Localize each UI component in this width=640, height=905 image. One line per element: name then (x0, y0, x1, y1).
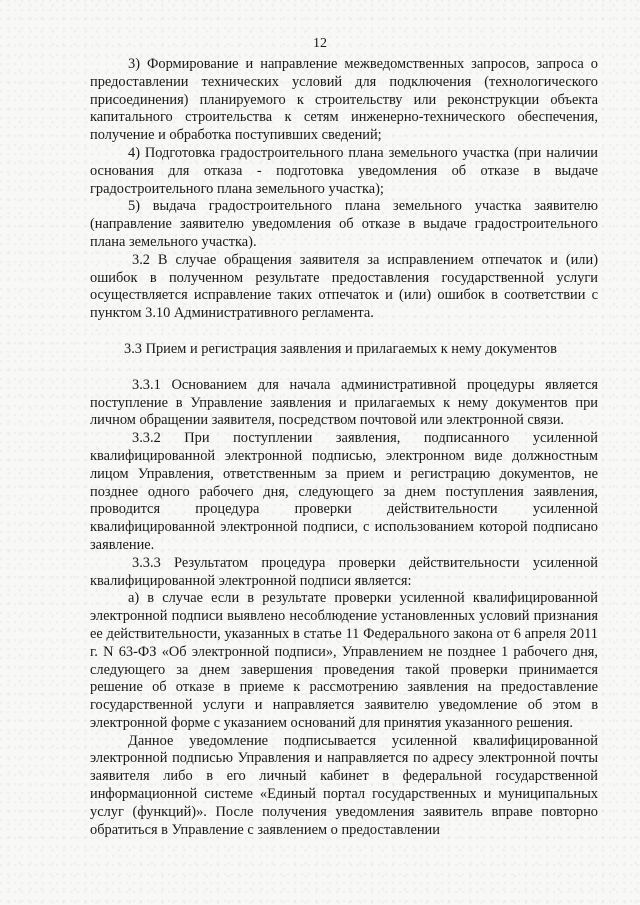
paragraph-3-3-1: 3.3.1 Основанием для начала административной процедуры является поступление в Управление заявления и прилагаемых к нему документов при личном обращении заявителя, посредством почтовой или электронной связи. (90, 376, 598, 429)
page-number: 12 (313, 36, 327, 51)
paragraph-item-5: 5) выдача градостроительного плана земельного участка заявителю (направление заявителю уведомления об отказе в выдаче градостроительного плана земельного участка). (90, 198, 598, 250)
paragraph-notification: Данное уведомление подписывается усиленной квалифицированной электронной подписью Управления и направляется по адресу электронной почты заявителя либо в его личный кабинет в федеральной государственной информационной системе «Единый портал государственных и муниципальных услуг (функций)». После получения уведомления заявитель вправе повторно обратиться в Управление с заявлением о предоставлении (90, 732, 598, 838)
paragraph-item-4: 4) Подготовка градостроительного плана земельного участка (при наличии основания для отказа - подготовка уведомления об отказе в выдаче градостроительного плана земельного участка); (90, 144, 598, 197)
paragraph-item-3: 3) Формирование и направление межведомственных запросов, запроса о предоставлении технических условий для подключения (технологического присоединения) планируемого к строительству или реконструкции объекта капитального строительства к сетям инженерно-технического обеспечения, получение и обработка поступивших сведений; (90, 56, 598, 144)
paragraph-3-3-3: 3.3.3 Результатом процедура проверки действительности усиленной квалифицированной электронной подписи является: (90, 554, 598, 589)
section-heading-3-3: 3.3 Прием и регистрация заявления и прилагаемых к нему документов (124, 340, 557, 357)
paragraph-3-2: 3.2 В случае обращения заявителя за исправлением отпечаток и (или) ошибок в полученном результате предоставления государственной услуги осуществляется исправление таких отпечаток и (или) ошибок в соответствии с пунктом 3.10 Административного регламента. (90, 251, 598, 322)
document-body (90, 56, 598, 839)
paragraph-3-3-2: 3.3.2 При поступлении заявления, подписанного усиленной квалифицированной электронной подписью, электронном виде должностным лицом Управления, ответственным за прием и регистрацию документов, не позднее одного рабочего дня, следующего за днем поступления заявления, проводится процедура проверки действительности усиленной квалифицированной электронной подписи, с использованием которой подписано заявление. (90, 430, 598, 553)
paragraph-item-a: а) в случае если в результате проверки усиленной квалифицированной электронной подписи выявлено несоблюдение установленных условий признания ее действительности, указанных в статье 11 Федерального закона от 6 апреля 2011 г. N 63-ФЗ «Об электронной подписи», Управлением не позднее 1 рабочего дня, следующего за днем завершения проведения такой проверки принимается решение об отказе в приеме к рассмотрению заявления на предоставление государственной услуги и направляется заявителю уведомление об этом в электронной форме с указанием оснований для принятия указанного решения. (90, 590, 598, 731)
